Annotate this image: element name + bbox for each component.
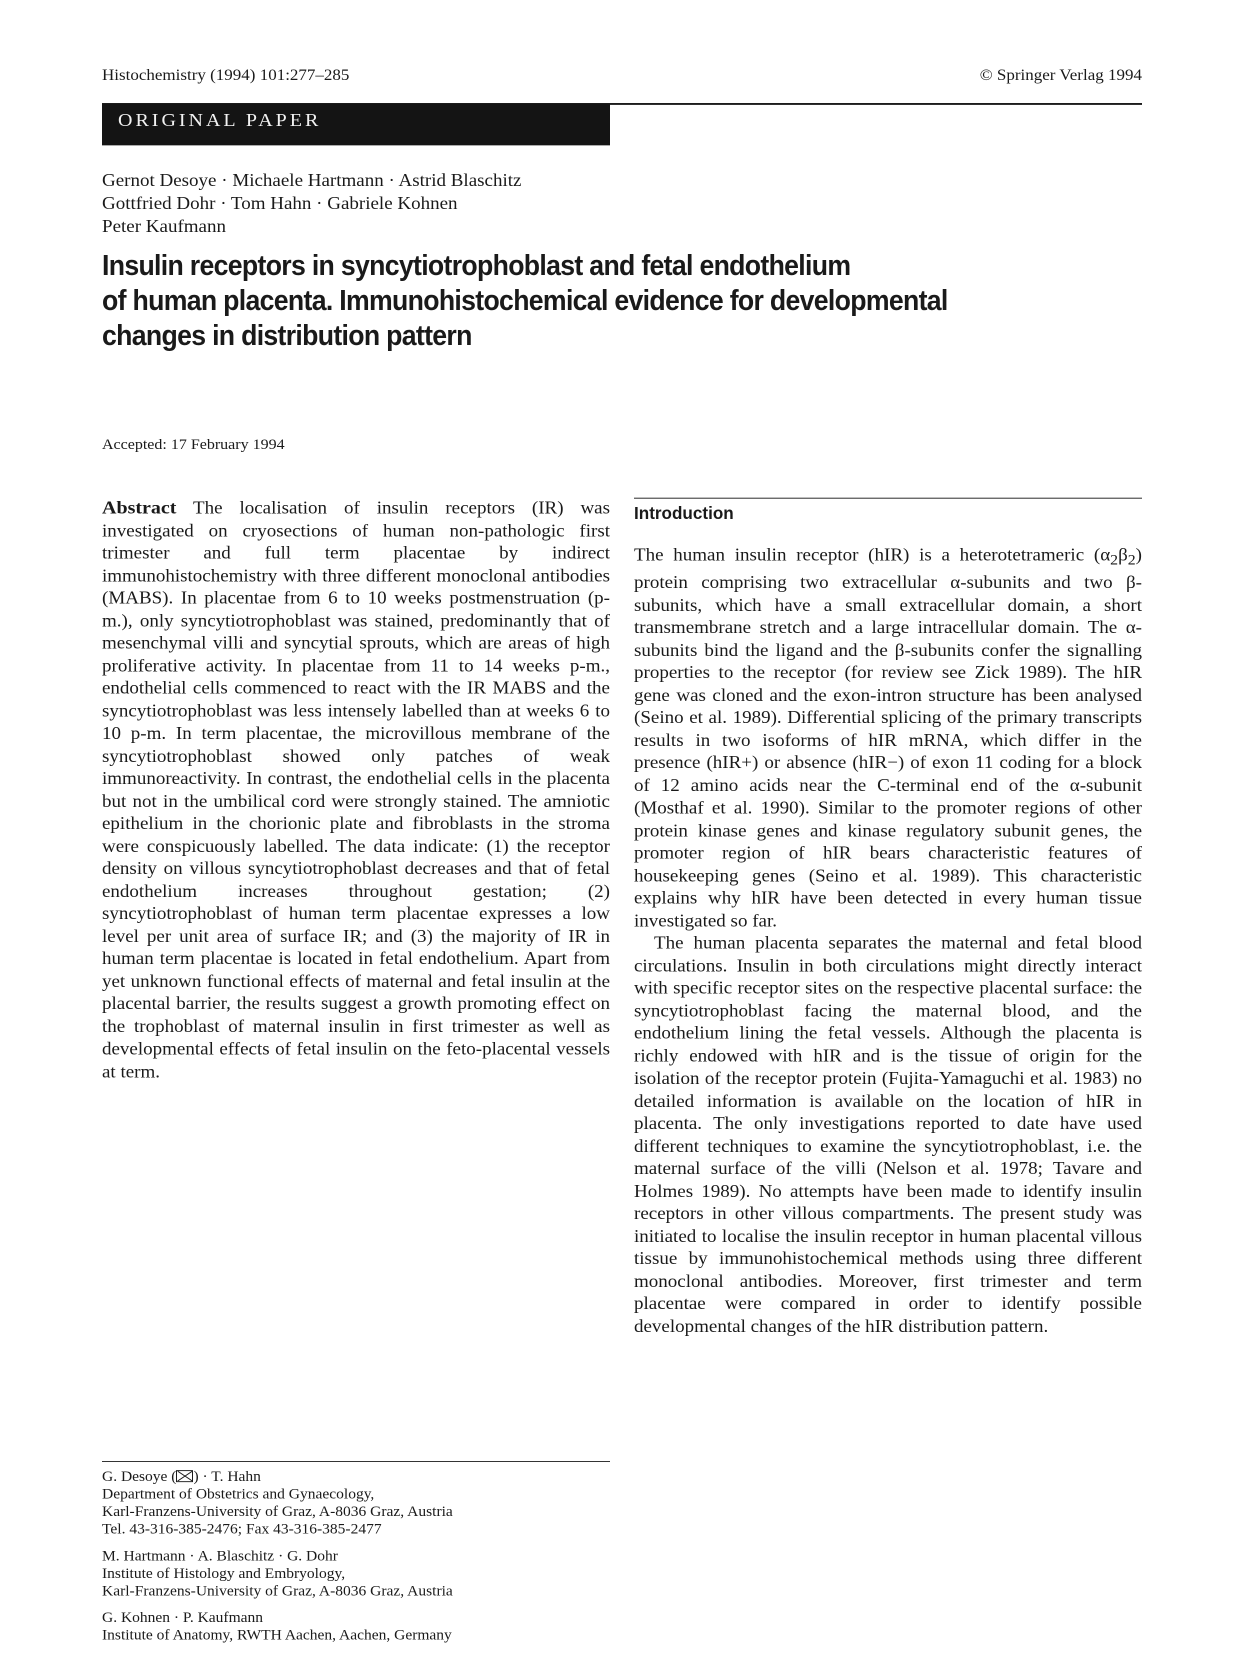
introduction-heading: Introduction: [634, 504, 734, 524]
affiliation-line: Karl-Franzens-University of Graz, A-8036 Graz, Austria: [102, 1583, 453, 1599]
author-line: Gottfried Dohr · Tom Hahn · Gabriele Kohnen: [102, 194, 458, 214]
affiliation-line: G. Kohnen · P. Kaufmann: [102, 1610, 264, 1626]
publisher-copyright: © Springer Verlag 1994: [979, 66, 1142, 84]
affiliation-line: Tel. 43-316-385-2476; Fax 43-316-385-2477: [102, 1521, 382, 1538]
title-line: changes in distribution pattern: [102, 319, 472, 352]
affiliation-group: [102, 1468, 610, 1538]
title-line: of human placenta. Immunohistochemical evidence for developmental: [102, 284, 948, 317]
abstract-paragraph: [102, 497, 610, 1084]
affiliation-line: Department of Obstetrics and Gynaecology,: [102, 1486, 375, 1503]
introduction-paragraph: The human insulin receptor (hIR) is a heterotetrameric $(\alpha_2\beta_2)$ protein comprising two extracellular α-subunits and two β-subunits, which have a small extracellular domain, a short transmembrane stretch and a large intracellular domain. The α-subunits bind the ligand and the β-subunits confer the signalling properties to the receptor (for review see Zick 1989). The hIR gene was cloned and the exon-intron structure has been analysed (Seino et al. 1989). Differential splicing of the primary transcripts results in two isoforms of hIR mRNA, which differ in the presence (hIR+) or absence (hIR−) of exon 11 coding for a block of 12 amino acids near the C-terminal end of the α-subunit (Mosthaf et al. 1990). Similar to the promoter regions of other protein kinase genes and kinase regulatory subunit genes, the promoter region of hIR bears characteristic features of housekeeping genes (Seino et al. 1989). This characteristic explains why hIR have been detected in every human tissue investigated so far.: [634, 545, 1142, 931]
affiliation-line: Institute of Histology and Embryology,: [102, 1565, 346, 1582]
abstract-text: The localisation of insulin receptors (IR) was investigated on cryosections of human non-pathologic first trimester and full term placentae by indirect immunohistochemistry with three different monoclonal antibodies (MABS). In placentae from 6 to 10 weeks postmenstruation (p-m.), only syncytiotrophoblast was stained, predominantly that of mesenchymal villi and syncytial sprouts, which are areas of high proliferative activity. In placentae from 11 to 14 weeks p-m., endothelial cells commenced to react with the IR MABS and the syncytiotrophoblast was less intensely labelled than at weeks 6 to 10 p-m. In term placentae, the microvillous membrane of the syncytiotrophoblast showed only patches of weak immunoreactivity. In contrast, the endothelial cells in the placenta but not in the umbilical cord were strongly stained. The amniotic epithelium in the chorionic plate and fibroblasts in the stroma were conspicuously labelled. The data indicate: (1) the receptor density on villous syncytiotrophoblast decreases and that of fetal endothelium increases throughout gestation; (2) syncytiotrophoblast of human term placentae expresses a low level per unit area of surface IR; and (3) the majority of IR in human term placentae is located in fetal endothelium. Apart from yet unknown functional effects of maternal and fetal insulin at the placental barrier, the results suggest a growth promoting effect on the trophoblast of maternal insulin in first trimester as well as developmental effects of fetal insulin on the feto-placental vessels at term.: [102, 498, 610, 1082]
affiliation-line: Karl-Franzens-University of Graz, A-8036 Graz, Austria: [102, 1504, 453, 1520]
journal-citation: Histochemistry (1994) 101:277–285: [102, 66, 350, 84]
introduction-paragraph: The human placenta separates the maternal and fetal blood circulations. Insulin in both circulations might directly interact with specific receptor sites on the respective placental surface: the syncytiotrophoblast facing the maternal blood, and the endothelium lining the fetal vessels. Although the placenta is richly endowed with hIR and is the tissue of origin for the isolation of the receptor protein (Fujita-Yamaguchi et al. 1983) no detailed information is available on the location of hIR in placenta. The only investigations reported to date have used different techniques to examine the syncytiotrophoblast, i.e. the maternal surface of the villi (Nelson et al. 1978; Tavare and Holmes 1989). No attempts have been made to identify insulin receptors in other villous compartments. The present study was initiated to localise the insulin receptor in human placental villous tissue by immunohistochemical methods using three different monoclonal antibodies. Moreover, first trimester and term placentae were compared in order to identify possible developmental changes of the hIR distribution pattern.: [634, 934, 1142, 1337]
abstract-heading: Abstract: [102, 497, 177, 518]
author-line: Peter Kaufmann: [102, 217, 226, 237]
affiliation-rule: [102, 1461, 610, 1462]
abstract-section: [102, 497, 610, 1084]
affiliation-line: Institute of Anatomy, RWTH Aachen, Aachen, Germany: [102, 1627, 452, 1644]
affiliation-group: [102, 1609, 610, 1644]
author-line: Gernot Desoye · Michaele Hartmann · Astrid Blaschitz: [102, 171, 522, 191]
corresponding-author: G. Desoye ( ) · T. Hahn: [102, 1469, 261, 1485]
article-type-banner: [102, 103, 610, 145]
affiliations: [102, 1468, 610, 1653]
introduction-rule: [634, 498, 1142, 499]
article-type-label: ORIGINAL PAPER: [118, 110, 322, 131]
author-list: [102, 169, 521, 238]
introduction-section: [634, 545, 1142, 1339]
affiliation-group: [102, 1547, 610, 1599]
accepted-date: Accepted: 17 February 1994: [102, 437, 285, 453]
article-title: [102, 248, 996, 353]
title-line: Insulin receptors in syncytiotrophoblast and fetal endothelium: [102, 249, 851, 282]
header-rule: [610, 103, 1142, 105]
envelope-icon: [176, 1470, 193, 1482]
affiliation-line: M. Hartmann · A. Blaschitz · G. Dohr: [102, 1548, 338, 1564]
